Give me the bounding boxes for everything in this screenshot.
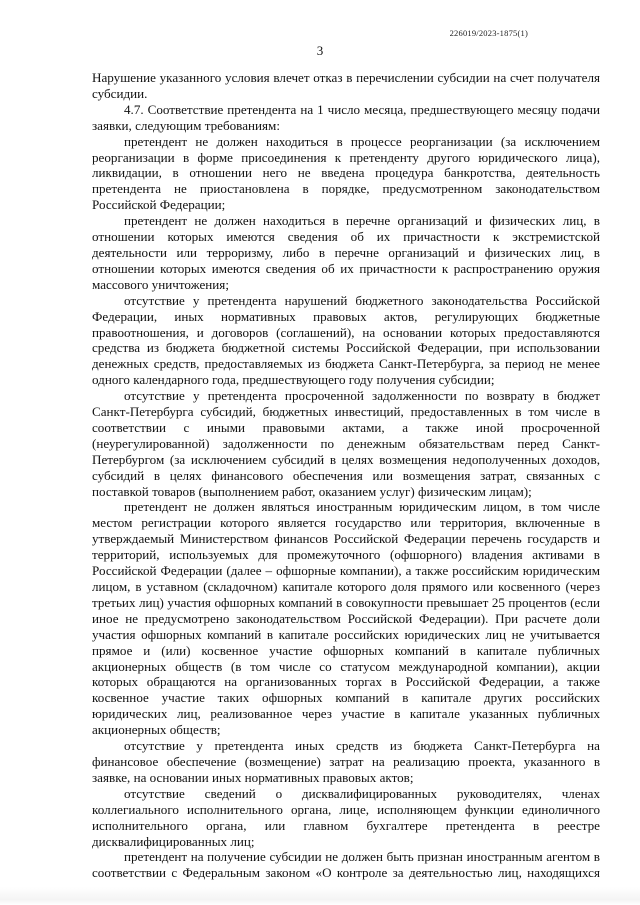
- paragraph-7: претендент не должен являться иностранным юридическим лицом, в том числе местом регистрации которого является государство или территория, включенные в утверждаемый Министерством финансов Российской Федерации перечень государств и территорий, используемых для промежуточного (офшорного) владения активами в Российской Федерации (далее – офшорные компании), а также российским юридическим лицом, в уставном (складочном) капитале которого доля прямого или косвенного (через третьих лиц) участия офшорных компаний в совокупности превышает 25 процентов (если иное не предусмотрено законодательством Российской Федерации). При расчете доли участия офшорных компаний в капитале российских юридических лиц не учитывается прямое и (или) косвенное участие офшорных компаний в капитале публичных акционерных обществ (в том числе со статусом международной компании), акции которых обращаются на организованных торгах в Российской Федерации, а также косвенное участие таких офшорных компаний в капитале других российских юридических лиц, реализованное через участие в капитале указанных публичных акционерных обществ;: [92, 499, 600, 738]
- paragraph-3: претендент не должен находиться в процессе реорганизации (за исключением реорганизации в форме присоединения к претенденту другого юридического лица), ликвидации, в отношении него не введена процедура банкротства, деятельность претендента не приостановлена в порядке, предусмотренном законодательством Российской Федерации;: [92, 133, 600, 213]
- paragraph-4: претендент не должен находиться в перечне организаций и физических лиц, в отношении которых имеются сведения об их причастности к экстремистской деятельности или терроризму, либо в перечне организаций и физических лиц, в отношении которых имеются сведения об их причастности к распространению оружия массового уничтожения;: [92, 213, 600, 292]
- paragraph-5: отсутствие у претендента нарушений бюджетного законодательства Российской Федерации, иных нормативных правовых актов, регулирующих бюджетные правоотношения, и договоров (соглашений), на основании которых предоставляются средства из бюджета бюджетной системы Российской Федерации, при использовании денежных средств, предоставляемых из бюджета Санкт-Петербурга, за период не менее одного календарного года, предшествующего году получения субсидии;: [92, 292, 600, 388]
- paragraph-9: отсутствие сведений о дисквалифицированных руководителях, членах коллегиального исполнительного органа, лице, исполняющем функции единоличного исполнительного органа, или главном бухгалтере претендента в реестре дисквалифицированных лиц;: [92, 785, 600, 849]
- paragraph-10: претендент на получение субсидии не должен быть признан иностранным агентом в соответствии с Федеральным законом «О контроле за деятельностью лиц, находящихся: [92, 849, 600, 881]
- page-number: 3: [316, 43, 324, 58]
- paragraph-1: Нарушение указанного условия влечет отказ в перечислении субсидии на счет получателя субсидии.: [92, 70, 600, 101]
- paragraph-2: 4.7. Соответствие претендента на 1 число месяца, предшествующего месяцу подачи заявки, следующим требованиям:: [92, 101, 600, 133]
- scan-bottom-edge: [0, 887, 640, 905]
- paragraph-6: отсутствие у претендента просроченной задолженности по возврату в бюджет Санкт-Петербурга субсидий, бюджетных инвестиций, предоставленных в том числе в соответствии с иными правовыми актами, а также иной просроченной (неурегулированной) задолженности по денежным обязательствам перед Санкт-Петербургом (за исключением субсидий в целях возмещения недополученных доходов, субсидий в целях финансового обеспечения или возмещения затрат, связанных с поставкой товаров (выполнением работ, оказанием услуг) физическим лицам);: [92, 388, 600, 499]
- document-body: [92, 70, 600, 897]
- paragraph-8: отсутствие у претендента иных средств из бюджета Санкт-Петербурга на финансовое обеспечение (возмещение) затрат на реализацию проекта, указанного в заявке, на основании иных нормативных правовых актов;: [92, 738, 600, 785]
- document-registration-number: 226019/2023-1875(1): [449, 28, 528, 38]
